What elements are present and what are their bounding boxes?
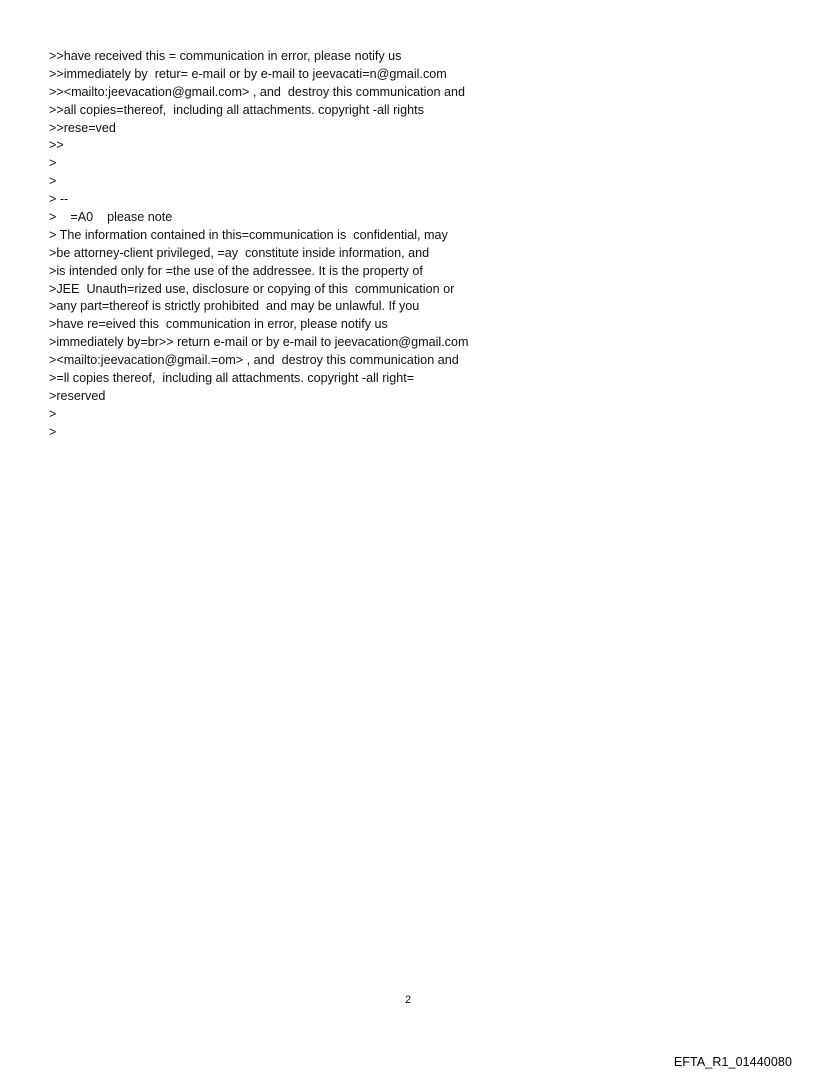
text-line: >>all copies=thereof, including all attachments. copyright -all rights [49,102,424,117]
text-line: >have re=eived this communication in error, please notify us [49,317,388,332]
text-line: > [49,174,57,189]
page-number: 2 [404,994,412,1006]
text-line: >is intended only for =the use of the addressee. It is the property of [49,263,423,278]
text-line: >reserved [49,388,106,403]
text-line: >immediately by=br>> return e-mail or by e-mail to jeevacation@gmail.com [49,335,469,350]
text-line: >be attorney-client privileged, =ay constitute inside information, and [49,245,430,260]
text-line: >JEE Unauth=rized use, disclosure or copying of this communication or [49,281,455,296]
text-line: > [49,406,57,421]
text-line: >>rese=ved [49,120,116,135]
document-id-stamp: EFTA_R1_01440080 [673,1055,792,1069]
text-line: > -- [49,192,69,207]
text-line: > =A0 please note [49,210,173,225]
text-line: >>have received this = communication in error, please notify us [49,49,402,63]
email-body-text [49,48,749,442]
text-line: >> [49,138,64,153]
text-line: >>immediately by retur= e-mail or by e-mail to jeevacati=n@gmail.com [49,66,447,81]
text-line: > [49,424,57,439]
text-line: > The information contained in this=communication is confidential, may [49,227,448,242]
text-line: >=ll copies thereof, including all attachments. copyright -all right= [49,371,415,386]
text-line: > [49,156,57,171]
text-line: >><mailto:jeevacation@gmail.com> , and destroy this communication and [49,84,465,99]
text-line: ><mailto:jeevacation@gmail.=om> , and destroy this communication and [49,353,459,368]
text-line: >any part=thereof is strictly prohibited and may be unlawful. If you [49,299,420,314]
